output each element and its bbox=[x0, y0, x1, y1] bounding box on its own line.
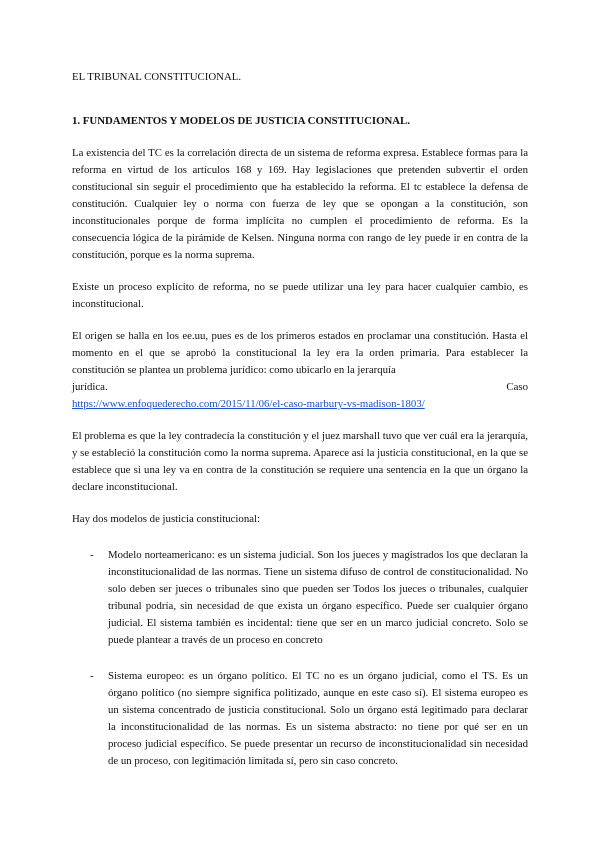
caso-label: Caso bbox=[506, 381, 528, 393]
caso-line bbox=[72, 379, 528, 396]
models-intro: Hay dos modelos de justicia constitucional: bbox=[72, 513, 261, 525]
origin-text: El origen se halla en los ee.uu, pues es de los primeros estados en proclamar una constitución. Hasta el momento en el que se aprobó la constitucional la ley era la orden primaria. Para establecer la constitución se plantea un problema jurídico: como ubicarlo en la jerarquía bbox=[72, 330, 528, 376]
origin-last-word: jurídica. bbox=[72, 381, 108, 393]
paragraph-origin bbox=[72, 328, 528, 413]
models-list bbox=[72, 547, 528, 770]
list-item bbox=[72, 668, 528, 770]
list-bullet: - bbox=[90, 549, 94, 561]
section-heading: 1. FUNDAMENTOS Y MODELOS DE JUSTICIA CONSTITUCIONAL. bbox=[72, 115, 410, 127]
model-european-text: Sistema europeo: es un órgano político. El TC no es un órgano judicial, como el TS. Es un órgano político (no siempre significa politizado, aunque en este caso sí). El sistema europeo es un sistema concentrado de justicia constitucional. Solo un órgano está legitimado para declarar la inconstitucionalidad de las normas. Es un sistema abstracto: no tiene por qué ser en un proceso judicial específico. Se puede presentar un recurso de inconstitucionalidad sin necesidad de un proceso, con legitimación limitada sí, pero sin caso concreto. bbox=[108, 670, 528, 767]
list-item bbox=[72, 547, 528, 649]
paragraph-problem: El problema es que la ley contradecía la constitución y el juez marshall tuvo que ver cuál era la jerarquía, y se estableció la constitución como la norma suprema. Aparece así la justicia constitucional, en la que se establece que si una ley va en contra de la constitución se requiere una sentencia en la que un órgano la declare inconstitucional. bbox=[72, 430, 528, 493]
list-bullet: - bbox=[90, 670, 94, 682]
paragraph-explicit-process: Existe un proceso explícito de reforma, no se puede utilizar una ley para hacer cualquier cambio, es inconstitucional. bbox=[72, 281, 528, 310]
paragraph-reform: La existencia del TC es la correlación directa de un sistema de reforma expresa. Establece formas para la reforma en virtud de los artículos 168 y 169. Hay legislaciones que pretenden subvertir el orden constitucional sin seguir el procedimiento que ha establecido la reforma. El tc establece la defensa de constitución. Cualquier ley o norma con fuerza de ley que se opongan a la constitución, son inconstitucionales porque de forma implícita no cumplen el procedimiento de reforma. Es la consecuencia lógica de la pirámide de Kelsen. Ninguna norma con rango de ley puede ir en contra de la constitución, porque es la norma suprema. bbox=[72, 147, 528, 261]
model-american-text: Modelo norteamericano: es un sistema judicial. Son los jueces y magistrados los que declaran la inconstitucionalidad de las normas. Tiene un sistema difuso de control de constitucionalidad. No solo deben ser jueces o tribunales sino que pueden ser Todos los jueces o tribunales, cualquier tribunal podría, sin necesidad de que exista un órgano específico. Puede ser cualquier órgano judicial. El sistema también es incidental: tiene que ser en un marco judicial concreto. Solo se puede plantear a través de un proceso en concreto bbox=[108, 549, 528, 646]
marbury-madison-link[interactable]: https://www.enfoquederecho.com/2015/11/06/el-caso-marbury-vs-madison-1803/ bbox=[72, 398, 425, 410]
document-title: EL TRIBUNAL CONSTITUCIONAL. bbox=[72, 71, 242, 83]
